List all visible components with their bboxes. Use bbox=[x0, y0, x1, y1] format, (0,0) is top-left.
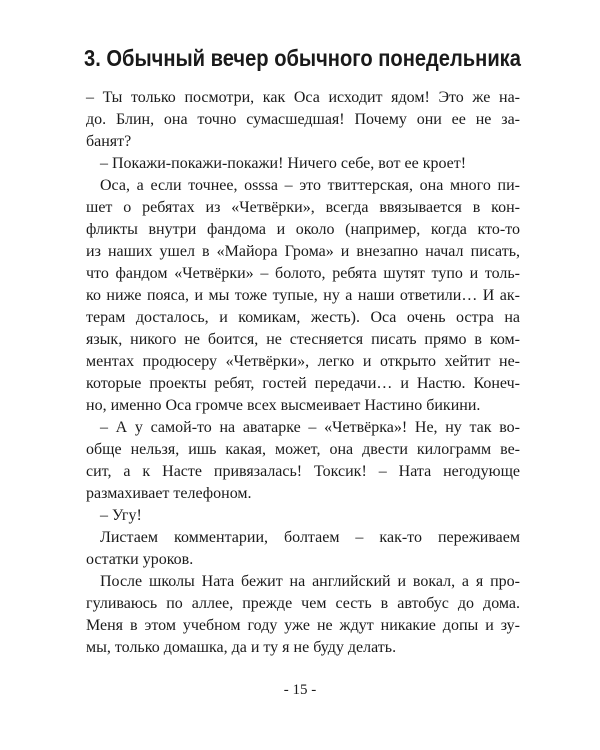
text-line: сит, а к Насте привязалась! Токсик! – Ната негодующе bbox=[86, 463, 520, 480]
chapter-title: 3. Обычный вечер обычного понедельника bbox=[84, 45, 521, 71]
paragraph bbox=[86, 571, 520, 659]
text-line: размахивает телефоном. bbox=[86, 485, 252, 502]
body-text bbox=[86, 87, 520, 659]
text-line: язык, никого не боится, не стесняется писать прямо в ком- bbox=[86, 331, 520, 348]
text-line: ментах продюсеру «Четвёрки», легко и открыто хейтит не- bbox=[86, 353, 520, 370]
text-line: терам досталось, и комикам, жесть). Оса очень остра на bbox=[86, 309, 520, 326]
page-number: - 15 - bbox=[283, 682, 317, 698]
text-line: из наших ушел в «Майора Грома» и внезапно начал писать, bbox=[86, 243, 520, 260]
text-line: фликты внутри фандома и около (например, когда кто-то bbox=[86, 221, 520, 238]
text-line: ко ниже пояса, и мы тоже тупые, ну а наши ответили… И ак- bbox=[86, 287, 520, 304]
text-line: что фандом «Четвёрки» – болото, ребята шутят тупо и толь- bbox=[86, 265, 520, 282]
text-line: банят? bbox=[86, 133, 132, 150]
text-line: – Угу! bbox=[100, 507, 142, 524]
paragraph bbox=[86, 87, 520, 153]
paragraph bbox=[86, 527, 520, 571]
paragraph bbox=[86, 153, 520, 175]
text-line: шет о ребятах из «Четвёрки», всегда ввязывается в кон- bbox=[86, 199, 520, 216]
text-line: мы, только домашка, да и ту я не буду делать. bbox=[86, 639, 397, 656]
text-line: – Ты только посмотри, как Оса исходит ядом! Это же на- bbox=[86, 89, 520, 106]
text-line: до. Блин, она точно сумасшедшая! Почему они ее не за- bbox=[86, 111, 520, 128]
text-line: После школы Ната бежит на английский и вокал, а я про- bbox=[100, 573, 520, 590]
paragraph bbox=[86, 505, 520, 527]
paragraph bbox=[86, 417, 520, 505]
text-line: – А у самой-то на аватарке – «Четвёрка»! Не, ну так во- bbox=[100, 419, 520, 436]
text-line: Листаем комментарии, болтаем – как-то переживаем bbox=[100, 529, 520, 546]
text-line: остатки уроков. bbox=[86, 551, 194, 568]
text-line: но, именно Оса громче всех высмеивает Настино бикини. bbox=[86, 397, 481, 414]
paragraph bbox=[86, 175, 520, 417]
text-line: гуливаюсь по аллее, прежде чем сесть в автобус до дома. bbox=[86, 595, 520, 612]
text-line: Меня в этом учебном году уже не ждут никакие допы и зу- bbox=[86, 617, 520, 634]
text-line: которые проекты ребят, гостей передачи… и Настю. Конеч- bbox=[86, 375, 520, 392]
text-line: – Покажи-покажи-покажи! Ничего себе, вот ее кроет! bbox=[100, 155, 467, 172]
text-line: обще нельзя, ишь какая, может, она двести килограмм ве- bbox=[86, 441, 520, 458]
text-line: Оса, а если точнее, osssa – это твиттерская, она много пи- bbox=[100, 177, 520, 194]
